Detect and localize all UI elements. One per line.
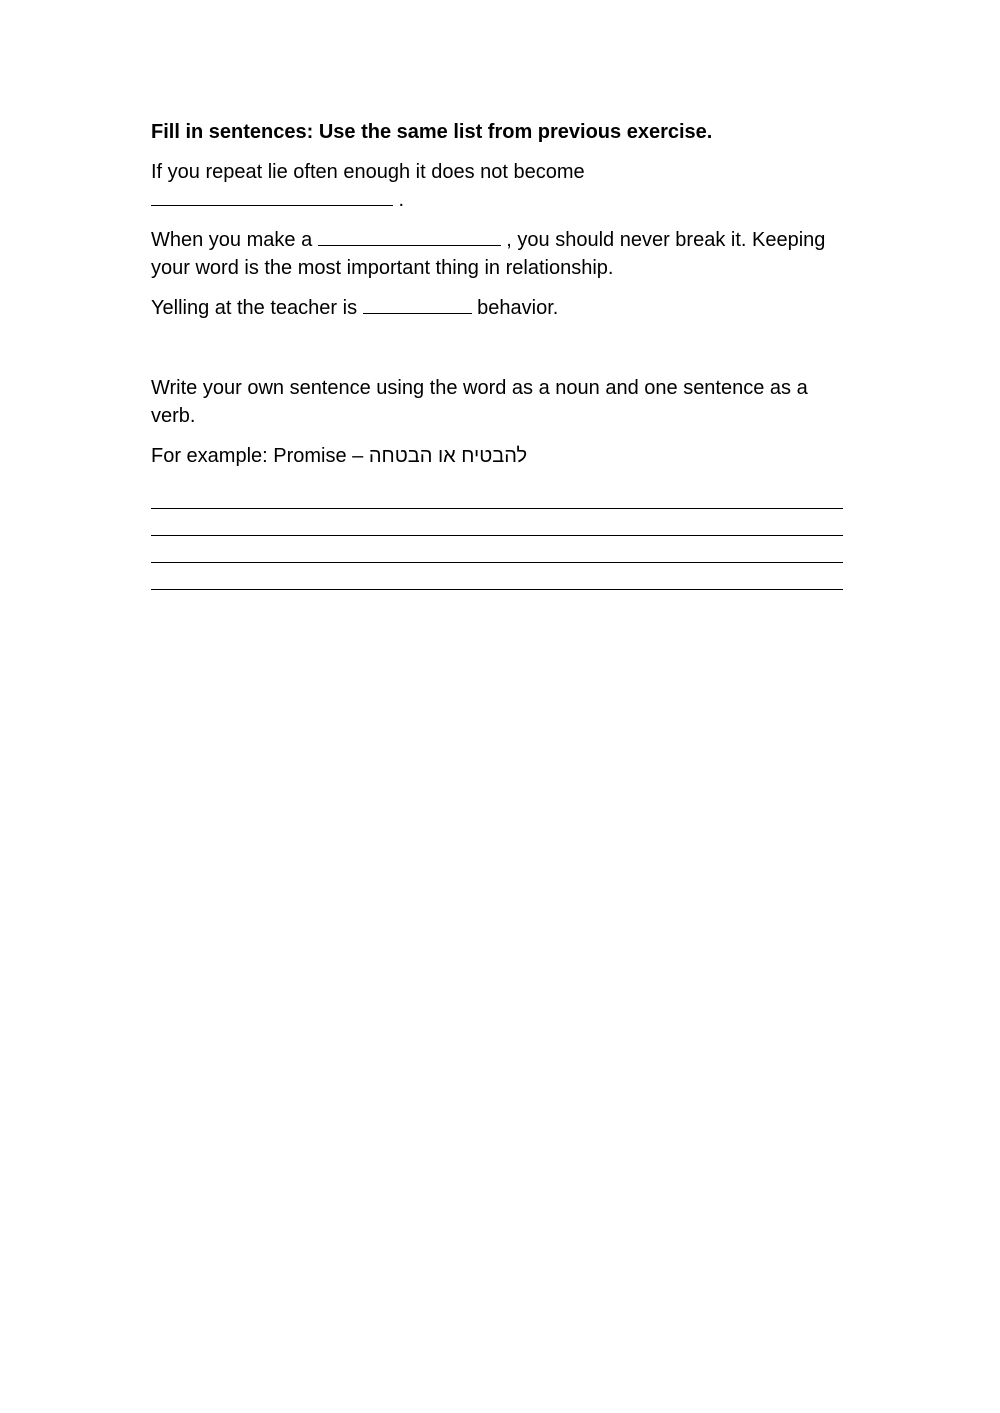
sentence-1-text-after: . <box>393 189 405 211</box>
worksheet-title: Fill in sentences: Use the same list from previous exercise. <box>151 121 713 143</box>
example-label: For example: Promise – <box>151 445 369 467</box>
instruction-text: Write your own sentence using the word as a noun and one sentence as a verb. <box>151 377 814 427</box>
answer-line-4[interactable] <box>151 563 843 590</box>
sentence-3-blank[interactable] <box>363 295 472 314</box>
sentence-1-blank[interactable] <box>151 187 393 206</box>
sentence-1-text-before: If you repeat lie often enough it does not become <box>151 161 585 183</box>
sentence-2-text-before: When you make a <box>151 229 318 251</box>
example-line <box>151 442 851 470</box>
worksheet <box>151 118 851 590</box>
answer-line-2[interactable] <box>151 509 843 536</box>
example-hebrew: להבטיח או הבטחה <box>368 445 528 467</box>
answer-line-1[interactable] <box>151 482 843 509</box>
sentence-3 <box>151 294 851 322</box>
answer-line-3[interactable] <box>151 536 843 563</box>
sentence-2 <box>151 226 851 282</box>
sentence-1 <box>151 158 851 214</box>
sentence-2-blank[interactable] <box>318 227 501 246</box>
sentence-3-text-before: Yelling at the teacher is <box>151 297 363 319</box>
section-spacer <box>151 334 851 374</box>
answer-lines <box>151 482 851 590</box>
sentence-2-text-after: , you should never break it. Keeping your word is the most important thing in relationship. <box>151 229 831 279</box>
sentence-3-text-after: behavior. <box>471 297 559 319</box>
